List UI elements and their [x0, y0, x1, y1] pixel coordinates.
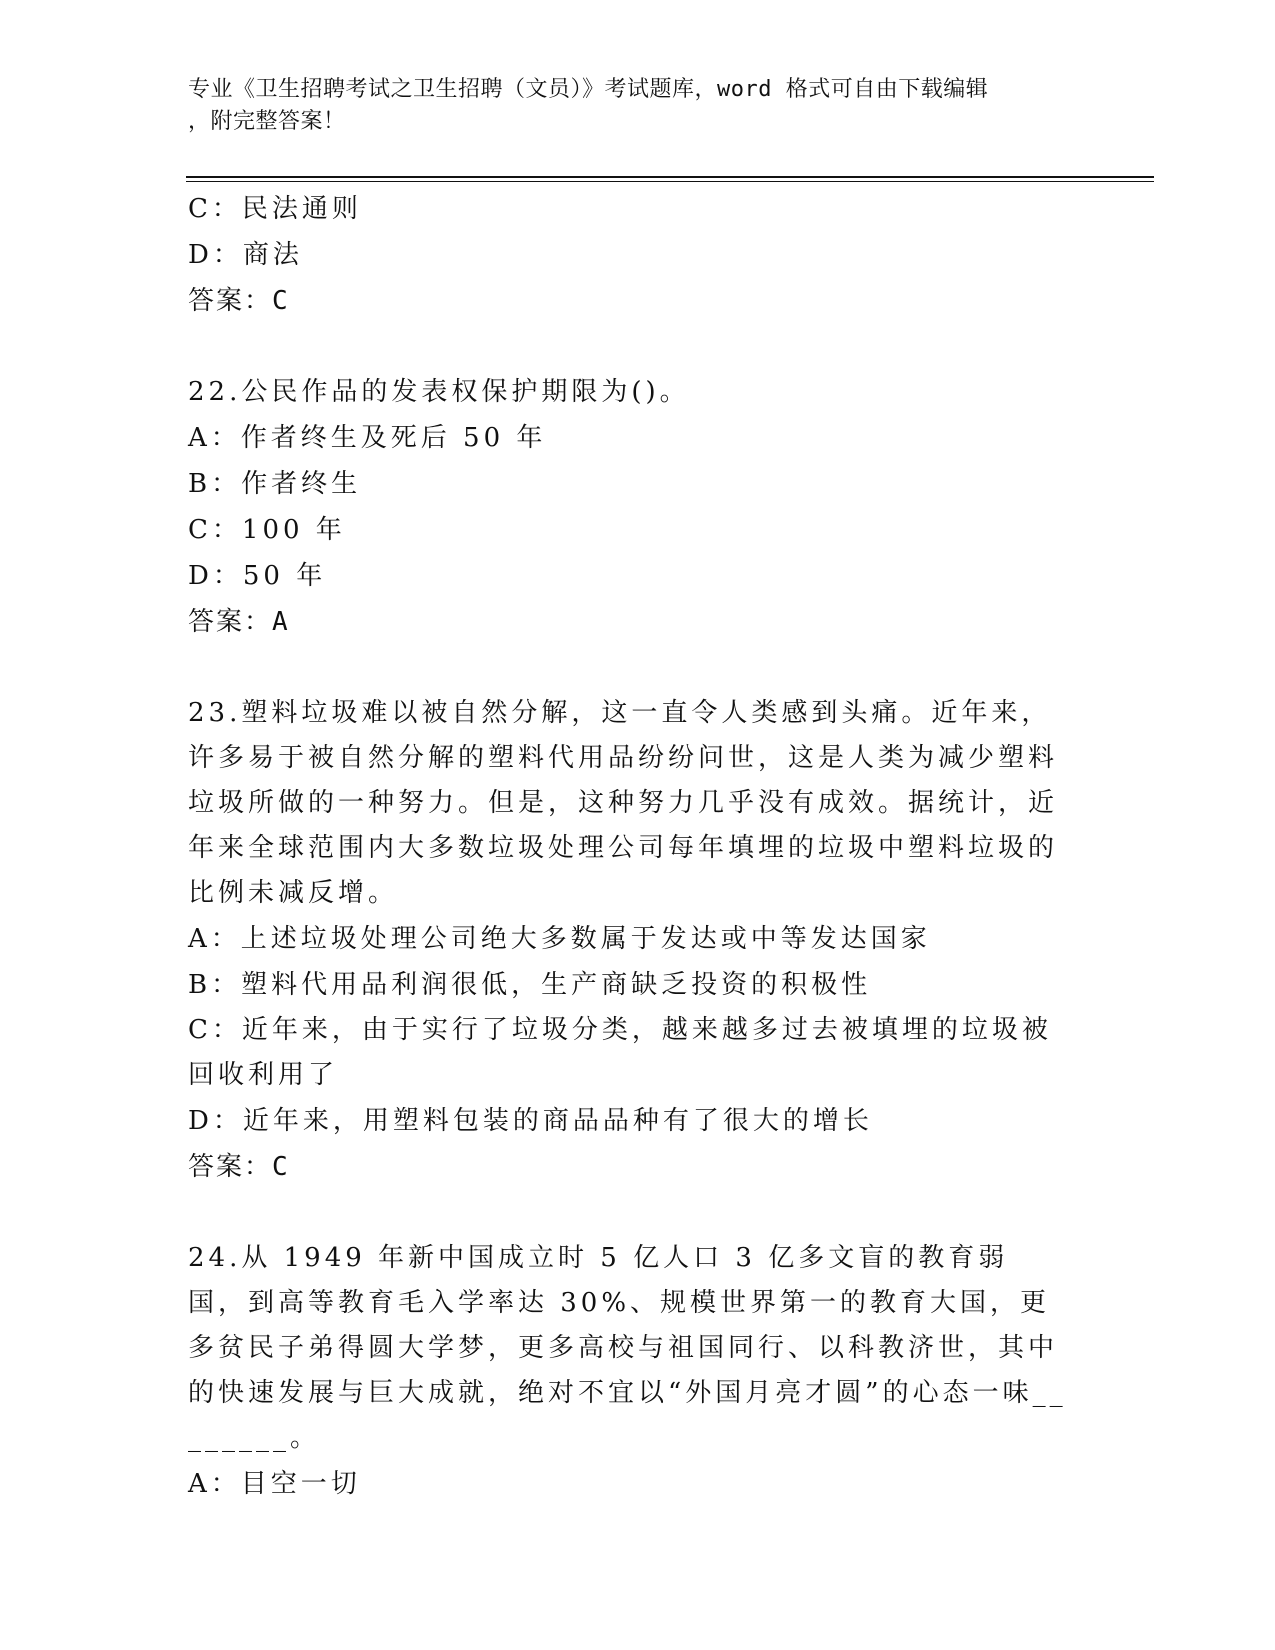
option-d	[188, 232, 1088, 278]
question-stem: 22.公民作品的发表权保护期限为()。	[188, 377, 690, 407]
option-key: A：	[188, 924, 241, 954]
header-line-2: ，附完整答案！	[188, 109, 346, 134]
answer-label: 答案：	[188, 607, 273, 637]
option-key: A：	[188, 1469, 241, 1499]
page-header	[188, 74, 1068, 138]
option-text: 100 年	[241, 515, 346, 545]
option-text: 商法	[242, 240, 303, 270]
option-key: C：	[188, 1015, 242, 1045]
option-a	[188, 1461, 1088, 1507]
answer-label: 答案：	[188, 1152, 273, 1182]
answer-value: C	[272, 1152, 290, 1182]
option-key: D：	[188, 1106, 243, 1136]
option-key: B：	[188, 469, 242, 499]
option-text: 民法通则	[241, 194, 362, 224]
question-21-tail	[188, 186, 1088, 324]
answer-line	[188, 599, 1088, 645]
answer-line	[188, 1144, 1088, 1190]
question-23	[188, 691, 1088, 1190]
header-divider-thick	[186, 176, 1154, 178]
option-c	[188, 507, 1088, 553]
answer-value: C	[272, 286, 290, 316]
option-d	[188, 553, 1088, 599]
question-22	[188, 370, 1088, 645]
option-text: 近年来，由于实行了垃圾分类，越来越多过去被填埋的垃圾被回收利用了	[188, 1015, 1052, 1090]
option-key: C：	[188, 194, 242, 224]
option-a	[188, 916, 1088, 962]
option-text: 目空一切	[240, 1469, 361, 1499]
option-text: 50 年	[242, 561, 327, 591]
header-divider-thin	[186, 181, 1154, 182]
option-text: 塑料代用品利润很低，生产商缺乏投资的积极性	[241, 970, 872, 1000]
question-stem: 23.塑料垃圾难以被自然分解，这一直令人类感到头痛。近年来，许多易于被自然分解的塑料代用品纷纷问世，这是人类为减少塑料垃圾所做的一种努力。但是，这种努力几乎没有成效。据统计，近年来全球范围内大多数垃圾处理公司每年填埋的垃圾中塑料垃圾的比例未减反增。	[188, 698, 1059, 908]
option-b	[188, 962, 1088, 1008]
option-text: 近年来，用塑料包装的商品品种有了很大的增长	[242, 1106, 873, 1136]
option-key: D：	[188, 240, 243, 270]
option-c	[188, 186, 1088, 232]
answer-value: A	[272, 607, 290, 637]
answer-label: 答案：	[188, 286, 273, 316]
option-text: 上述垃圾处理公司绝大多数属于发达或中等发达国家	[240, 924, 931, 954]
option-a	[188, 415, 1088, 461]
option-key: C：	[188, 515, 242, 545]
option-c	[188, 1008, 1068, 1098]
header-line-1: 专业《卫生招聘考试之卫生招聘（文员）》考试题库，word 格式可自由下载编辑	[188, 77, 989, 102]
question-stem: 24.从 1949 年新中国成立时 5 亿人口 3 亿多文盲的教育弱国，到高等教育毛入学率达 30%、规模世界第一的教育大国，更多贫民子弟得圆大学梦，更多高校与祖国同行、以科教济世，其中的快速发展与巨大成就，绝对不宜以“外国月亮才圆”的心态一味________。	[188, 1243, 1067, 1453]
option-d	[188, 1098, 1088, 1144]
answer-line	[188, 278, 1088, 324]
option-key: B：	[188, 970, 242, 1000]
option-key: D：	[188, 561, 243, 591]
option-text: 作者终生	[241, 469, 362, 499]
option-key: A：	[188, 423, 241, 453]
question-list	[188, 186, 1088, 1507]
option-text: 作者终生及死后 50 年	[240, 423, 547, 453]
question-24	[188, 1236, 1088, 1507]
option-b	[188, 461, 1088, 507]
